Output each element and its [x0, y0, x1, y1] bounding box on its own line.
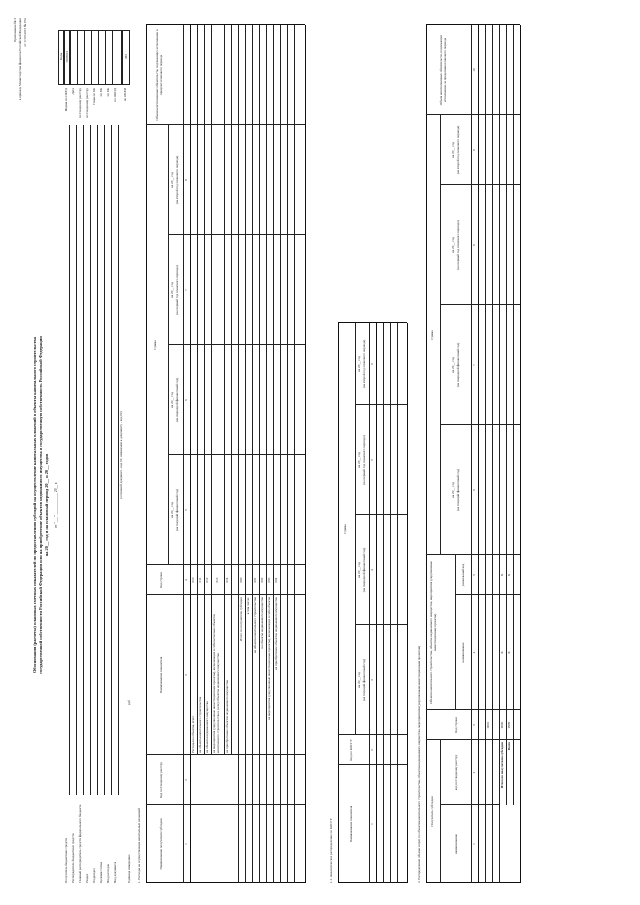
section2-title: 2. Распределение объема затрат по объектам капитального строительства, объектам недвижимого имущества, мероприятиям (укрупненным инвестиционным проектам)	[417, 645, 421, 883]
s1-col-recipient-name: Наименование получателя субсидии	[159, 818, 163, 870]
s2-total-label: Итого по получателю субсидии	[500, 742, 504, 789]
s2-num-8: 8	[472, 244, 476, 246]
s2-total-x-2: X	[500, 573, 504, 577]
title-line1: Обоснования (расчеты) плановых сметных показателей по предоставлению субсидий на осуществление капитальных вложений в объекты капитального строительства	[32, 337, 37, 673]
title-line2: государственной собственности Российской Федерации или на приобретение объектов недвижимого имущества в государственную собственность Российской Федерации	[38, 336, 43, 674]
title-line3: на 20__ год и на плановый период 20__ и 20__ годов	[44, 453, 49, 557]
s11-col-first-sub: (на первый год планового периода)	[362, 435, 366, 485]
s11-col-first: на 20__ год	[357, 452, 361, 468]
field-expense-type: Вид расходов	[106, 864, 110, 883]
field-distributor: Распорядитель бюджетных средств	[71, 833, 75, 883]
s11-num-6: 6	[370, 363, 374, 365]
s1-row-9-name: на мероприятия (укрупненные инвестиционные проекты), включающие в себя объекты	[267, 597, 271, 721]
s1-row-4-name: на приобретение объектов недвижимого имущества	[225, 680, 229, 753]
s1-row-7-code: 091	[253, 577, 257, 583]
s11-col-second-sub: (на второй год планового периода)	[362, 339, 366, 389]
s1-col-indicator: Наименование показателя	[159, 656, 163, 694]
s2-col-remaining: Объем неисполненных обязательств, подлежащих исполнению за пределами планового периода	[439, 34, 447, 106]
date-label: Дата	[71, 88, 75, 95]
s2-col-code: код по Сводному реестру	[454, 754, 458, 791]
s11-num-2: 2	[370, 749, 374, 751]
s1-row-2-name: на объекты недвижимого имущества	[205, 701, 209, 753]
okei-code: 383	[124, 54, 128, 59]
form-code: 0505816	[65, 50, 69, 63]
s1-row-3-code: 013	[215, 577, 219, 583]
s2-col-name: наименование	[454, 834, 458, 854]
glava-label: Глава по БК	[92, 88, 96, 105]
s2-col-second-sub: (на второй год планового периода)	[456, 125, 460, 175]
s11-col-indicator: Наименование показателя	[349, 805, 353, 843]
s2-col-recipient: Получатель субсидии	[430, 796, 434, 827]
s2-row-code-0001: 0001	[486, 721, 490, 729]
s1-col-second-sub: (на второй год планового периода)	[175, 155, 179, 205]
s1-row-8-name: на объекты недвижимого имущества	[260, 597, 264, 649]
okei-cell	[122, 30, 130, 85]
s2-num-9: 9	[472, 149, 476, 151]
s1-num-6: 6	[184, 399, 188, 401]
s1-col-current-sub: (на текущий финансовый год)	[175, 488, 179, 532]
field-section: Раздел	[85, 873, 89, 883]
s11-num-3: 3	[370, 679, 374, 681]
s1-row-5-name: Итого по получателю субсидии	[239, 597, 243, 642]
s2-grand-code: 9999	[507, 721, 511, 729]
s1-col-recipient-code: Код по Сводному реестру	[159, 761, 163, 799]
s1-num-1: 1	[184, 843, 188, 845]
s2-col-object: Объекты капитального строительства, объекты недвижимого имущества, мероприятия (укрупненные инвестиционные проекты)	[429, 561, 437, 704]
reestr-label-2: по Сводному реестру	[85, 88, 89, 118]
s11-col-next: на 20__ год	[357, 562, 361, 578]
field-recipient: Получатель бюджетных средств	[64, 837, 68, 883]
s2-col-first-sub: (на первый год планового периода)	[456, 220, 460, 270]
s2-num-4: 4	[472, 651, 476, 654]
s11-col-kosgu: Код по КОСГУ	[349, 739, 353, 761]
s1-row-10-name: на приобретение объектов недвижимого имущества	[274, 597, 278, 670]
s11-col-second: на 20__ год	[357, 356, 361, 372]
s2-col-first: на 20__ год	[451, 237, 455, 253]
s2-col-obj-code: уникальный код	[461, 563, 465, 587]
s2-col-current-sub: (на текущий финансовый год)	[456, 468, 460, 512]
title-date: от "___" ____________ 20__ г.	[54, 482, 58, 528]
s1-col-first: на 20__ год	[170, 282, 174, 298]
s1-num-7: 7	[184, 289, 188, 291]
unit-label: Единица измерения:	[127, 854, 131, 883]
s1-num-4: 4	[184, 579, 188, 581]
form-label: Форма по ОКУД	[64, 88, 68, 112]
s1-row-2-code: 012	[205, 577, 209, 583]
s1-row-1-code: 011	[198, 577, 202, 583]
s1-col-second: на 20__ год	[170, 172, 174, 188]
okei-label: по ОКЕИ	[123, 88, 127, 102]
appendix-line3: от 17.09.2015 № 87н	[23, 18, 27, 47]
s1-num-2: 2	[184, 779, 188, 781]
s11-num-4: 4	[370, 569, 374, 571]
s1-num-5: 5	[184, 509, 188, 511]
s1-row-1-name: на объекты капитального строительства	[198, 696, 202, 753]
field-doc-type: Вид документа	[113, 861, 117, 883]
s11-col-next-sub: (на очередной финансовый год)	[362, 547, 366, 593]
s1-col-line-code: Код строки	[159, 572, 163, 588]
s2-grand-x-1: X	[507, 651, 511, 654]
s2-col-next-sub: (на очередной финансовый год)	[456, 342, 460, 388]
s1-col-next: на 20__ год	[170, 392, 174, 408]
s2-col-current: на 20__ год	[451, 482, 455, 498]
s1-row-10-code: 094	[274, 577, 278, 583]
field-subsection: Подраздел	[92, 868, 96, 883]
s11-col-current-sub: (на текущий финансовый год)	[362, 658, 366, 702]
s2-grand-label: Всего	[507, 742, 511, 751]
s1-row-3-name: на мероприятия (укрупненные инвестиционные проекты), включающие в себя несколько объектов капитального строительства и (или) объектов недвижимого имущества	[212, 614, 220, 753]
s2-total-x-1: X	[500, 651, 504, 654]
s2-num-3: 3	[472, 724, 476, 726]
s2-col-second: на 20__ год	[451, 142, 455, 158]
s2-num-6: 6	[472, 489, 476, 491]
s1-row-6-name: в том числе:	[246, 597, 250, 615]
section11-title: 1.1. Аналитическое распределение по КОСГУ	[329, 818, 333, 883]
appendix-line1: Приложение № 3	[13, 18, 17, 43]
s1-col-first-sub: (на первый год планового периода)	[175, 265, 179, 315]
s2-col-line-code: Код строки	[454, 717, 458, 733]
okpd-label: по ОКПД	[113, 88, 117, 102]
s2-num-7: 7	[472, 364, 476, 366]
s2-num-2: 2	[472, 771, 476, 774]
s1-num-8: 8	[184, 179, 188, 181]
s2-num-1: 1	[472, 843, 476, 845]
s1-col-amount: Сумма	[153, 340, 157, 350]
s2-col-obj-name: наименование	[461, 642, 465, 663]
s2-grand-x-2: X	[507, 573, 511, 577]
s1-num-3: 3	[184, 674, 188, 676]
s1-row-9-code: 093	[267, 577, 271, 583]
s1-col-remaining: Объем неисполненных обязательств, подлежащих исполнению в пределах планового периода	[155, 29, 163, 121]
s2-num-10: 10	[472, 68, 476, 72]
doc-note: (основной документ - код 01; изменения к документу - код 02)	[119, 411, 123, 499]
s1-row-7-name: на объекты капитального строительства	[253, 597, 257, 654]
s11-num-5: 5	[370, 459, 374, 461]
field-target-article: Целевая статья	[99, 861, 103, 883]
s1-col-current: на 20__ год	[170, 502, 174, 518]
reestr-label: по Сводному реестру	[78, 88, 82, 118]
s1-col-next-sub: (на очередной финансовый год)	[175, 377, 179, 423]
s2-col-amount: Сумма	[430, 330, 434, 340]
field-main-distributor: Главный распорядитель средств федерального бюджета	[78, 804, 82, 883]
s1-row-0-name: Расходы на объекты, всего	[191, 715, 195, 753]
s1-row-5-code: 090	[239, 577, 243, 583]
s1-row-8-code: 092	[260, 577, 264, 583]
s1-row-0-code: 010	[191, 577, 195, 583]
s11-col-amount: Сумма	[343, 524, 347, 534]
s11-num-1: 1	[370, 823, 374, 825]
s11-col-current: на 20__ год	[357, 672, 361, 688]
section1-title: 1. Расходы на осуществление капитальных вложений	[137, 808, 141, 883]
bk-label-2: по БК	[106, 88, 110, 97]
s1-row-4-code: 014	[225, 577, 229, 583]
appendix-line2: к приказу Министерства финансов Российской Федерации	[18, 18, 22, 101]
s2-col-next: на 20__ год	[451, 357, 455, 373]
codes-header: Коды	[59, 52, 63, 61]
s2-total-code: 9000	[500, 721, 504, 729]
s2-num-5: 5	[472, 574, 476, 576]
bk-label-1: по БК	[99, 88, 103, 97]
unit-value: руб	[127, 700, 131, 705]
